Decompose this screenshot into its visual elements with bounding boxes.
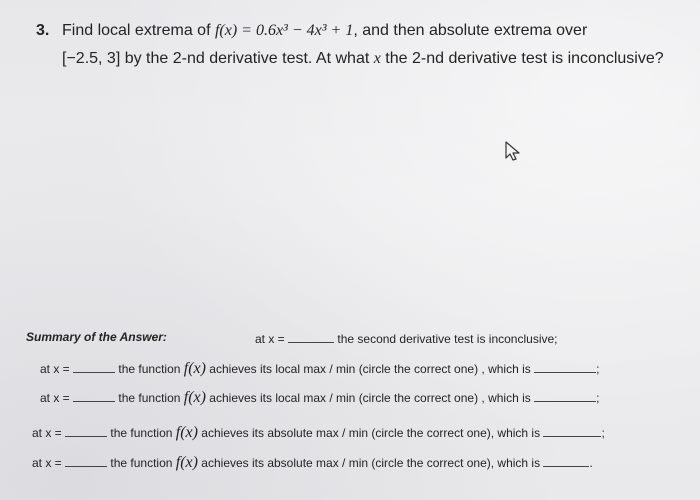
question-line-2 <box>62 50 664 68</box>
row-text: the function <box>118 391 184 405</box>
at-x-label: at x = <box>40 362 70 376</box>
row-text: achieves its absolute max / min (circle the correct one), which is <box>197 456 541 470</box>
x-blank[interactable] <box>73 390 115 402</box>
question-text: by the 2-nd derivative test. At what <box>120 50 374 67</box>
row-text: the function <box>110 456 176 470</box>
question-number: 3. <box>36 22 50 39</box>
local-extremum-row-1 <box>40 360 599 378</box>
value-blank[interactable] <box>543 455 589 467</box>
row-text: achieves its local max / min (circle the correct one) , which is <box>205 362 531 376</box>
local-extremum-row-2 <box>40 389 599 407</box>
inconclusive-text: the second derivative test is inconclusive; <box>337 332 558 346</box>
at-x-label: at x = <box>32 456 62 470</box>
at-x-label: at x = <box>255 332 285 346</box>
absolute-extremum-row-2 <box>32 454 593 472</box>
row-end: ; <box>596 391 600 405</box>
value-blank[interactable] <box>543 425 601 437</box>
mouse-pointer-icon <box>503 140 525 162</box>
function-symbol: f(x) <box>183 360 206 377</box>
function-symbol: f(x) <box>183 389 206 406</box>
value-blank[interactable] <box>534 361 596 373</box>
at-x-label: at x = <box>40 391 70 405</box>
value-blank[interactable] <box>534 390 596 402</box>
answer-blank[interactable] <box>288 331 334 343</box>
question-text-rest: the 2-nd derivative test is inconclusive? <box>380 50 664 67</box>
question-text-rest: , and then absolute extrema over <box>353 22 588 39</box>
row-end: . <box>589 456 593 470</box>
x-blank[interactable] <box>73 361 115 373</box>
row-end: ; <box>601 426 605 440</box>
function-symbol: f(x) <box>175 424 198 441</box>
summary-label: Summary of the Answer: <box>26 330 167 344</box>
row-text: the function <box>110 426 176 440</box>
absolute-extremum-row-1 <box>32 424 605 442</box>
x-blank[interactable] <box>65 425 107 437</box>
x-blank[interactable] <box>65 455 107 467</box>
row-end: ; <box>596 362 600 376</box>
inconclusive-row <box>255 331 558 346</box>
row-text: achieves its local max / min (circle the correct one) , which is <box>205 391 531 405</box>
function-expression: f(x) = 0.6x³ − 4x³ + 1 <box>214 22 354 39</box>
row-text: achieves its absolute max / min (circle the correct one), which is <box>197 426 541 440</box>
question-line-1 <box>62 22 587 40</box>
at-x-label: at x = <box>32 426 62 440</box>
question-text: Find local extrema of <box>62 22 215 39</box>
row-text: the function <box>118 362 184 376</box>
function-symbol: f(x) <box>175 454 198 471</box>
variable-x: x <box>373 50 381 67</box>
interval: [−2.5, 3] <box>62 50 121 67</box>
